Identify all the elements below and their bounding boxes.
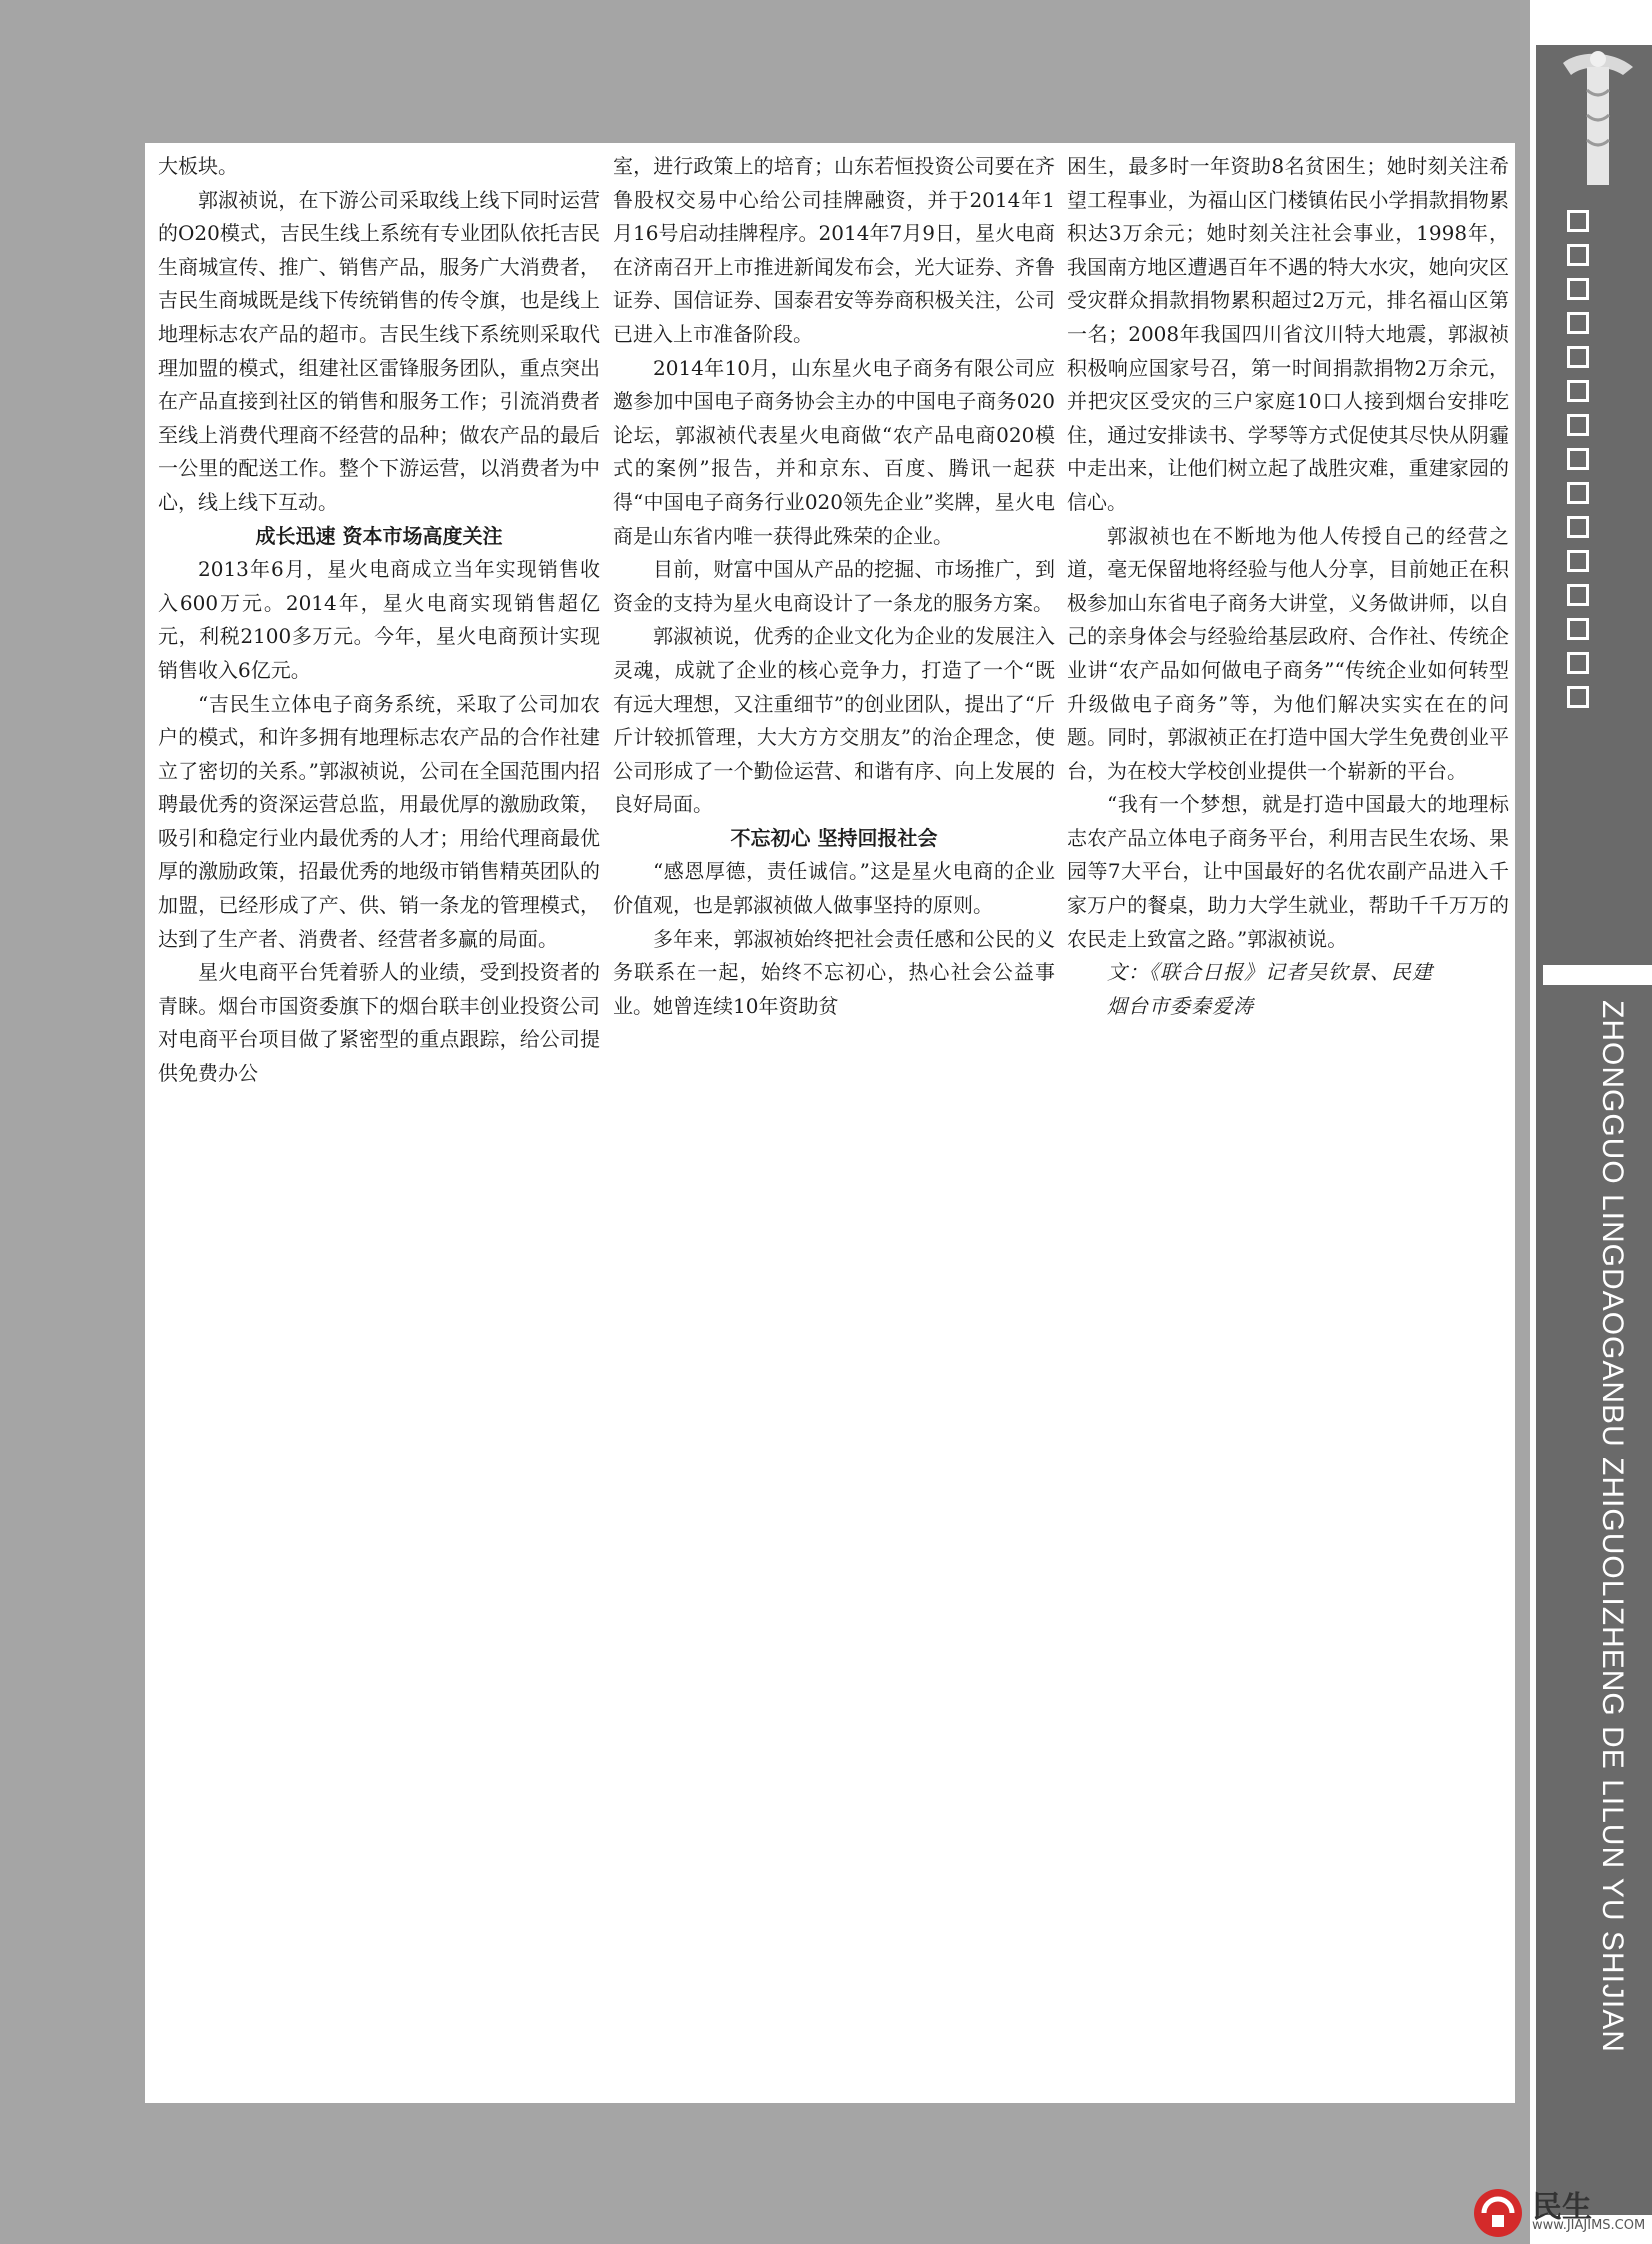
decorative-box (1567, 550, 1589, 572)
decorative-box (1567, 584, 1589, 606)
decorative-box (1567, 686, 1589, 708)
watermark-url: www.JIAJIMS.COM (1532, 2218, 1646, 2233)
side-divider (1543, 965, 1652, 985)
paragraph: 郭淑祯也在不断地为他人传授自己的经营之道，毫无保留地将经验与他人分享，目前她正在积极参加山东省电子商务大讲堂，义务做讲师，以自己的亲身体会与经验给基层政府、合作社、传统企业讲“农产品如何做电子商务”“传统企业如何转型升级做电子商务”等，为他们解决实实在在的问题。同时，郭淑祯正在打造中国大学生免费创业平台，为在校大学校创业提供一个崭新的平台。 (1067, 523, 1509, 783)
decorative-box (1567, 482, 1589, 504)
paragraph: “我有一个梦想，就是打造中国最大的地理标志农产品立体电子商务平台，利用吉民生农场、果园等7大平台，让中国最好的名优农副产品进入千家万户的餐桌，助力大学生就业，帮助千千万万的农民走上致富之路。”郭淑祯说。 (1067, 792, 1509, 951)
watermark-label: 民生 (1532, 2190, 1592, 2225)
decorative-box (1567, 516, 1589, 538)
article-column-2 (613, 150, 1055, 1023)
decorative-box (1567, 346, 1589, 368)
paragraph: 2013年6月，星火电商成立当年实现销售收入600万元。2014年，星火电商实现销售超亿元，利税2100多万元。今年，星火电商预计实现销售收入6亿元。 (158, 557, 600, 682)
decorative-box (1567, 618, 1589, 640)
paragraph: 困生，最多时一年资助8名贫困生；她时刻关注希望工程事业，为福山区门楼镇佑民小学捐款捐物累积达3万余元；她时刻关注社会事业，1998年，我国南方地区遭遇百年不遇的特大水灾，她向灾区受灾群众捐款捐物累积超过2万元，排名福山区第一名；2008年我国四川省汶川特大地震，郭淑祯积极响应国家号召，第一时间捐款捐物2万余元，并把灾区受灾的三户家庭10口人接到烟台安排吃住，通过安排读书、学琴等方式促使其尽快从阴霾中走出来，让他们树立起了战胜灾难，重建家园的信心。 (1067, 154, 1509, 514)
article-column-3 (1067, 150, 1509, 1023)
paragraph: 室，进行政策上的培育；山东若恒投资公司要在齐鲁股权交易中心给公司挂牌融资，并于2014年1月16号启动挂牌程序。2014年7月9日，星火电商在济南召开上市推进新闻发布会，光大证券、齐鲁证券、国信证券、国泰君安等券商积极关注，公司已进入上市准备阶段。 (613, 154, 1055, 346)
decorative-box (1567, 652, 1589, 674)
decorative-box (1567, 312, 1589, 334)
decorative-box (1567, 278, 1589, 300)
decorative-box (1567, 244, 1589, 266)
decorative-box (1567, 448, 1589, 470)
paragraph: 郭淑祯说，在下游公司采取线上线下同时运营的O20模式，吉民生线上系统有专业团队依托吉民生商城宣传、推广、销售产品，服务广大消费者，吉民生商城既是线下传统销售的传令旗，也是线上地理标志农产品的超市。吉民生线下系统则采取代理加盟的模式，组建社区雷锋服务团队，重点突出在产品直接到社区的销售和服务工作；引流消费者至线上消费代理商不经营的品种；做农产品的最后一公里的配送工作。整个下游运营，以消费者为中心，线上线下互动。 (158, 187, 600, 514)
paragraph: 大板块。 (158, 154, 238, 178)
byline: 文：《联合日报》记者吴钦景、民建 (1107, 960, 1433, 985)
section-heading: 成长迅速 资本市场高度关注 (255, 523, 503, 548)
huabiao-pillar-icon (1543, 45, 1652, 185)
paragraph: 多年来，郭淑祯始终把社会责任感和公民的义务联系在一起，始终不忘初心，热心社会公益事业。她曾连续10年资助贫 (613, 926, 1055, 1018)
decorative-box (1567, 414, 1589, 436)
vertical-series-title: ZHONGGUO LINGDAOGANBU ZHIGUOLIZHENG DE LILUN YU SHIJIAN (1596, 1000, 1629, 2053)
article-column-1 (158, 150, 600, 1091)
paragraph: 2014年10月，山东星火电子商务有限公司应邀参加中国电子商务协会主办的中国电子商务020论坛，郭淑祯代表星火电商做“农产品电商020模式的案例”报告，并和京东、百度、腾讯一起获得“中国电子商务行业020领先企业”奖牌，星火电商是山东省内唯一获得此殊荣的企业。 (613, 355, 1055, 548)
paragraph: 郭淑祯说，优秀的企业文化为企业的发展注入灵魂，成就了企业的核心竞争力，打造了一个“既有远大理想，又注重细节”的创业团队，提出了“斤斤计较抓管理，大大方方交朋友”的治企理念，使公司形成了一个勤俭运营、和谐有序、向上发展的良好局面。 (613, 624, 1055, 817)
decorative-box-column (1567, 210, 1597, 708)
paragraph: 星火电商平台凭着骄人的业绩，受到投资者的青睐。烟台市国资委旗下的烟台联丰创业投资公司对电商平台项目做了紧密型的重点跟踪，给公司提供免费办公 (158, 960, 600, 1086)
paragraph: “感恩厚德，责任诚信。”这是星火电商的企业价值观，也是郭淑祯做人做事坚持的原则。 (613, 859, 1055, 918)
decorative-box (1567, 210, 1589, 232)
byline: 烟台市委秦爱涛 (1107, 993, 1254, 1018)
paragraph: “吉民生立体电子商务系统，采取了公司加农户的模式，和许多拥有地理标志农产品的合作社建立了密切的关系。”郭淑祯说，公司在全国范围内招聘最优秀的资深运营总监，用最优厚的激励政策，吸引和稳定行业内最优秀的人才；用给代理商最优厚的激励政策，招最优秀的地级市销售精英团队的加盟，已经形成了产、供、销一条龙的管理模式，达到了生产者、消费者、经营者多赢的局面。 (158, 691, 600, 951)
decorative-box (1567, 380, 1589, 402)
section-heading: 不忘初心 坚持回报社会 (730, 825, 938, 850)
paragraph: 目前，财富中国从产品的挖掘、市场推广，到资金的支持为星火电商设计了一条龙的服务方案。 (613, 557, 1055, 615)
